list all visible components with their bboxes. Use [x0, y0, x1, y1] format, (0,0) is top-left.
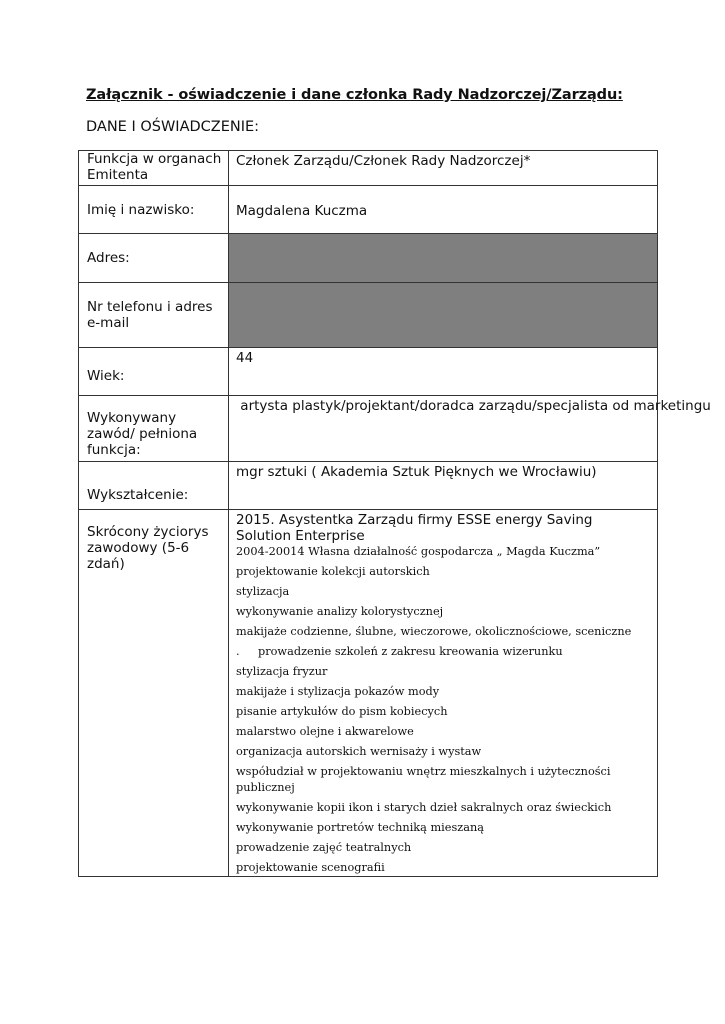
row-occupation	[79, 396, 658, 462]
education-value: mgr sztuki ( Akademia Sztuk Pięknych we Wrocławiu)	[236, 464, 597, 480]
address-label-cell	[79, 234, 229, 283]
cv-list-item: prowadzenie zajęć teatralnych	[236, 841, 412, 854]
name-value-cell	[229, 186, 658, 234]
address-label: Adres:	[87, 250, 130, 266]
cv-label-cell	[79, 510, 229, 877]
cv-list-item: organizacja autorskich wernisaży i wystaw	[236, 745, 482, 758]
contact-value	[229, 283, 657, 285]
cv-bullet-marker: .	[236, 645, 240, 658]
cv-list-item: projektowanie kolekcji autorskich	[236, 565, 430, 578]
education-label-cell	[79, 462, 229, 510]
cv-label: Skrócony życiorys zawodowy (5-6 zdań)	[87, 524, 209, 572]
age-value: 44	[236, 350, 254, 366]
name-label: Imię i nazwisko:	[87, 201, 195, 218]
cv-list-item: stylizacja	[236, 585, 290, 598]
row-address	[79, 234, 658, 283]
cv-list-item: 2004-20014 Własna działalność gospodarcza „ Magda Kuczma”	[236, 545, 601, 558]
cv-list-item: makijaże codzienne, ślubne, wieczorowe, okolicznościowe, sceniczne	[236, 625, 632, 638]
occupation-value-cell	[229, 396, 711, 462]
occupation-label: Wykonywany zawód/ pełniona funkcja:	[87, 409, 198, 458]
cv-list-item: projektowanie scenografii	[236, 861, 385, 874]
row-education	[79, 462, 658, 510]
section-title: DANE I OŚWIADCZENIE:	[86, 119, 260, 135]
cv-content	[229, 510, 657, 876]
education-label: Wykształcenie:	[87, 487, 189, 503]
document-title: Załącznik - oświadczenie i dane członka Rady Nadzorczej/Zarządu:	[86, 87, 623, 103]
cv-list-item: malarstwo olejne i akwarelowe	[236, 725, 414, 738]
function-label: Funkcja w organach Emitenta	[87, 151, 222, 183]
education-value-cell	[229, 462, 658, 510]
cv-list	[236, 544, 651, 876]
row-function	[79, 151, 658, 186]
cv-list-item: pisanie artykułów do pism kobiecych	[236, 705, 448, 718]
cv-value-cell	[229, 510, 658, 877]
row-name	[79, 186, 658, 234]
cv-list-item-text: prowadzenie szkoleń z zakresu kreowania wizerunku	[258, 645, 563, 658]
name-value: Magdalena Kuczma	[236, 202, 368, 219]
member-data-table	[78, 150, 711, 877]
contact-label: Nr telefonu i adres e-mail	[87, 299, 213, 331]
cv-list-item: wykonywanie portretów techniką mieszaną	[236, 821, 484, 834]
age-label: Wiek:	[87, 367, 125, 384]
function-value-cell	[229, 151, 658, 186]
age-label-cell	[79, 348, 229, 396]
cv-list-item: wykonywanie kopii ikon i starych dzieł sakralnych oraz świeckich	[236, 801, 612, 814]
occupation-label-cell	[79, 396, 229, 462]
occupation-value: artysta plastyk/projektant/doradca zarządu/specjalista od marketingu	[236, 398, 711, 414]
cv-list-item	[236, 644, 651, 660]
function-value: Członek Zarządu/Członek Rady Nadzorczej*	[236, 153, 531, 169]
row-age	[79, 348, 658, 396]
age-value-cell	[229, 348, 658, 396]
cv-list-item: współudział w projektowaniu wnętrz mieszkalnych i użyteczności publicznej	[236, 765, 611, 794]
address-value	[229, 234, 657, 236]
row-contact	[79, 283, 658, 348]
row-cv	[79, 510, 658, 877]
cv-list-item: wykonywanie analizy kolorystycznej	[236, 605, 444, 618]
cv-list-item: stylizacja fryzur	[236, 665, 328, 678]
contact-label-cell	[79, 283, 229, 348]
cv-headline: 2015. Asystentka Zarządu firmy ESSE energy Saving Solution Enterprise	[236, 512, 593, 544]
cv-list-item: makijaże i stylizacja pokazów mody	[236, 685, 440, 698]
name-label-cell	[79, 186, 229, 234]
function-label-cell	[79, 151, 229, 186]
address-value-redacted	[229, 234, 658, 283]
contact-value-redacted	[229, 283, 658, 348]
